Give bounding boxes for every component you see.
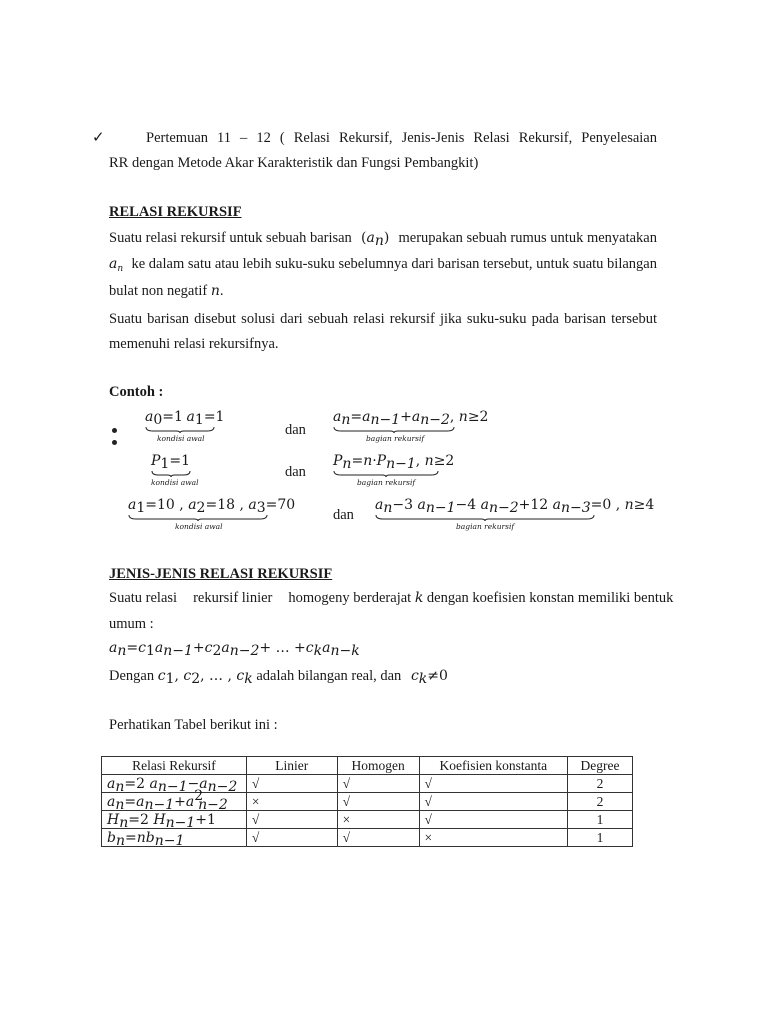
- table-cell: √: [337, 829, 419, 847]
- brace: [151, 471, 191, 477]
- para3-line1: [109, 590, 673, 607]
- para3-text-a: Suatu relasi: [109, 590, 178, 606]
- table-row: [102, 811, 633, 829]
- table-cell: 2: [568, 793, 633, 811]
- table-cell: √: [246, 811, 337, 829]
- para3-text-c: homogeny berderajat: [288, 590, 412, 606]
- para1-text-c: ke dalam satu atau lebih suku-suku sebelumnya dari barisan tersebut, untuk suatu bilangan: [131, 256, 657, 272]
- label-kondisi-awal: kondisi awal: [175, 522, 223, 531]
- contoh-heading: Contoh :: [109, 384, 164, 400]
- para1-line1: [109, 230, 657, 247]
- section-heading-jenis: JENIS-JENIS RELASI REKURSIF: [109, 566, 333, 582]
- table-header: Homogen: [337, 757, 419, 775]
- table-cell: ×: [337, 811, 419, 829]
- math-seq: $(a_n)$: [360, 230, 390, 249]
- general-form-formula: $a_n=c_1a_{n-1}+c_2a_{n-2}+$ … $+c_ka_{n-k}$: [109, 640, 360, 659]
- para4-text-a: Dengan: [109, 668, 155, 684]
- table-row: [102, 829, 633, 847]
- bullet: [112, 428, 117, 433]
- para4-text-b: adalah bilangan real, dan: [256, 668, 402, 684]
- header-line1: Pertemuan 11 – 12 ( Relasi Rekursif, Jenis-Jenis Relasi Rekursif, Penyelesaian: [146, 130, 657, 146]
- math-k: k: [414, 590, 424, 606]
- table-cell: 1: [568, 811, 633, 829]
- label-bagian-rekursif: bagian rekursif: [357, 478, 416, 487]
- brace: [375, 515, 595, 521]
- bullet: [112, 440, 117, 445]
- ex2-initial: $P_1=1$: [151, 453, 190, 472]
- table-formula: $b_n=nb_{n-1}$: [102, 829, 247, 847]
- ex2-recursive: $P_n=n\cdot P_{n-1}$, n≥2: [333, 453, 455, 472]
- ex3-recursive: $a_n-3$ $a_{n-1}-4$ $a_{n-2}+12$ $a_{n-3}=0$ , n≥4: [375, 497, 655, 516]
- table-cell: √: [337, 775, 419, 793]
- brace: [128, 515, 268, 521]
- ex1-initial: $a_0=1$ $a_1=1$: [145, 409, 225, 428]
- label-kondisi-awal: kondisi awal: [157, 434, 205, 443]
- table-cell: √: [419, 811, 568, 829]
- para1-line2: [109, 256, 657, 273]
- table-cell: 2: [568, 775, 633, 793]
- table-cell: √: [246, 829, 337, 847]
- ex1-recursive: $a_n=a_{n-1}+a_{n-2}$, n≥2: [333, 409, 489, 428]
- table-formula: $a_n=2$ $a_{n-1}-a_{n-2}$: [102, 775, 247, 793]
- table-header: Linier: [246, 757, 337, 775]
- dan-label: dan: [285, 422, 306, 438]
- para1-text-b: merupakan sebuah rumus untuk menyatakan: [398, 230, 657, 246]
- math-coefficients: $c_1$, $c_2$, … , $c_k$: [157, 668, 253, 687]
- table-header: Relasi Rekursif: [102, 757, 247, 775]
- table-row: [102, 793, 633, 811]
- para5: Perhatikan Tabel berikut ini :: [109, 717, 278, 733]
- table-header: Degree: [568, 757, 633, 775]
- label-kondisi-awal: kondisi awal: [151, 478, 199, 487]
- math-ck-nonzero: $c_k\ne 0$: [410, 668, 448, 687]
- table-formula: $H_n=2$ $H_{n-1}+1$: [102, 811, 247, 829]
- para1-text-a: Suatu relasi rekursif untuk sebuah barisan: [109, 230, 352, 246]
- para1-line3: bulat non negatif n.: [109, 283, 224, 299]
- table-cell: √: [337, 793, 419, 811]
- dan-label: dan: [285, 464, 306, 480]
- table-row: [102, 775, 633, 793]
- brace: [145, 427, 215, 433]
- table-formula: $a_n=a_{n-1}+a^2_{n-2}$: [102, 793, 247, 811]
- table-header-row: [102, 757, 633, 775]
- para3-line2: umum :: [109, 616, 154, 632]
- table-cell: ×: [419, 829, 568, 847]
- table-header: Koefisien konstanta: [419, 757, 568, 775]
- header-text: [109, 126, 657, 176]
- label-bagian-rekursif: bagian rekursif: [366, 434, 425, 443]
- para2: Suatu barisan disebut solusi dari sebuah relasi rekursif jika suku-suku pada barisan tersebut memenuhi relasi rekursifnya.: [109, 311, 657, 352]
- check-icon: ✓: [92, 130, 105, 146]
- table-cell: √: [419, 775, 568, 793]
- table-cell: √: [246, 775, 337, 793]
- dan-label: dan: [333, 507, 354, 523]
- label-bagian-rekursif: bagian rekursif: [456, 522, 515, 531]
- para3-text-d: dengan koefisien konstan memiliki bentuk: [426, 590, 674, 606]
- math-an: $a_n$: [109, 256, 124, 274]
- ex3-initial: $a_1=10$ , $a_2=18$ , $a_3=70$: [128, 497, 296, 516]
- para1-text-d: bulat non negatif: [109, 283, 208, 299]
- brace: [333, 427, 455, 433]
- table-cell: ×: [246, 793, 337, 811]
- math-n: n: [210, 283, 220, 299]
- table-cell: √: [419, 793, 568, 811]
- section-heading-relasi: RELASI REKURSIF: [109, 204, 242, 220]
- table-cell: 1: [568, 829, 633, 847]
- relasi-table: [101, 756, 633, 847]
- para3-text-b: rekursif linier: [193, 590, 273, 606]
- para4: [109, 668, 448, 685]
- header-line2: RR dengan Metode Akar Karakteristik dan Fungsi Pembangkit): [109, 155, 479, 171]
- brace: [333, 471, 439, 477]
